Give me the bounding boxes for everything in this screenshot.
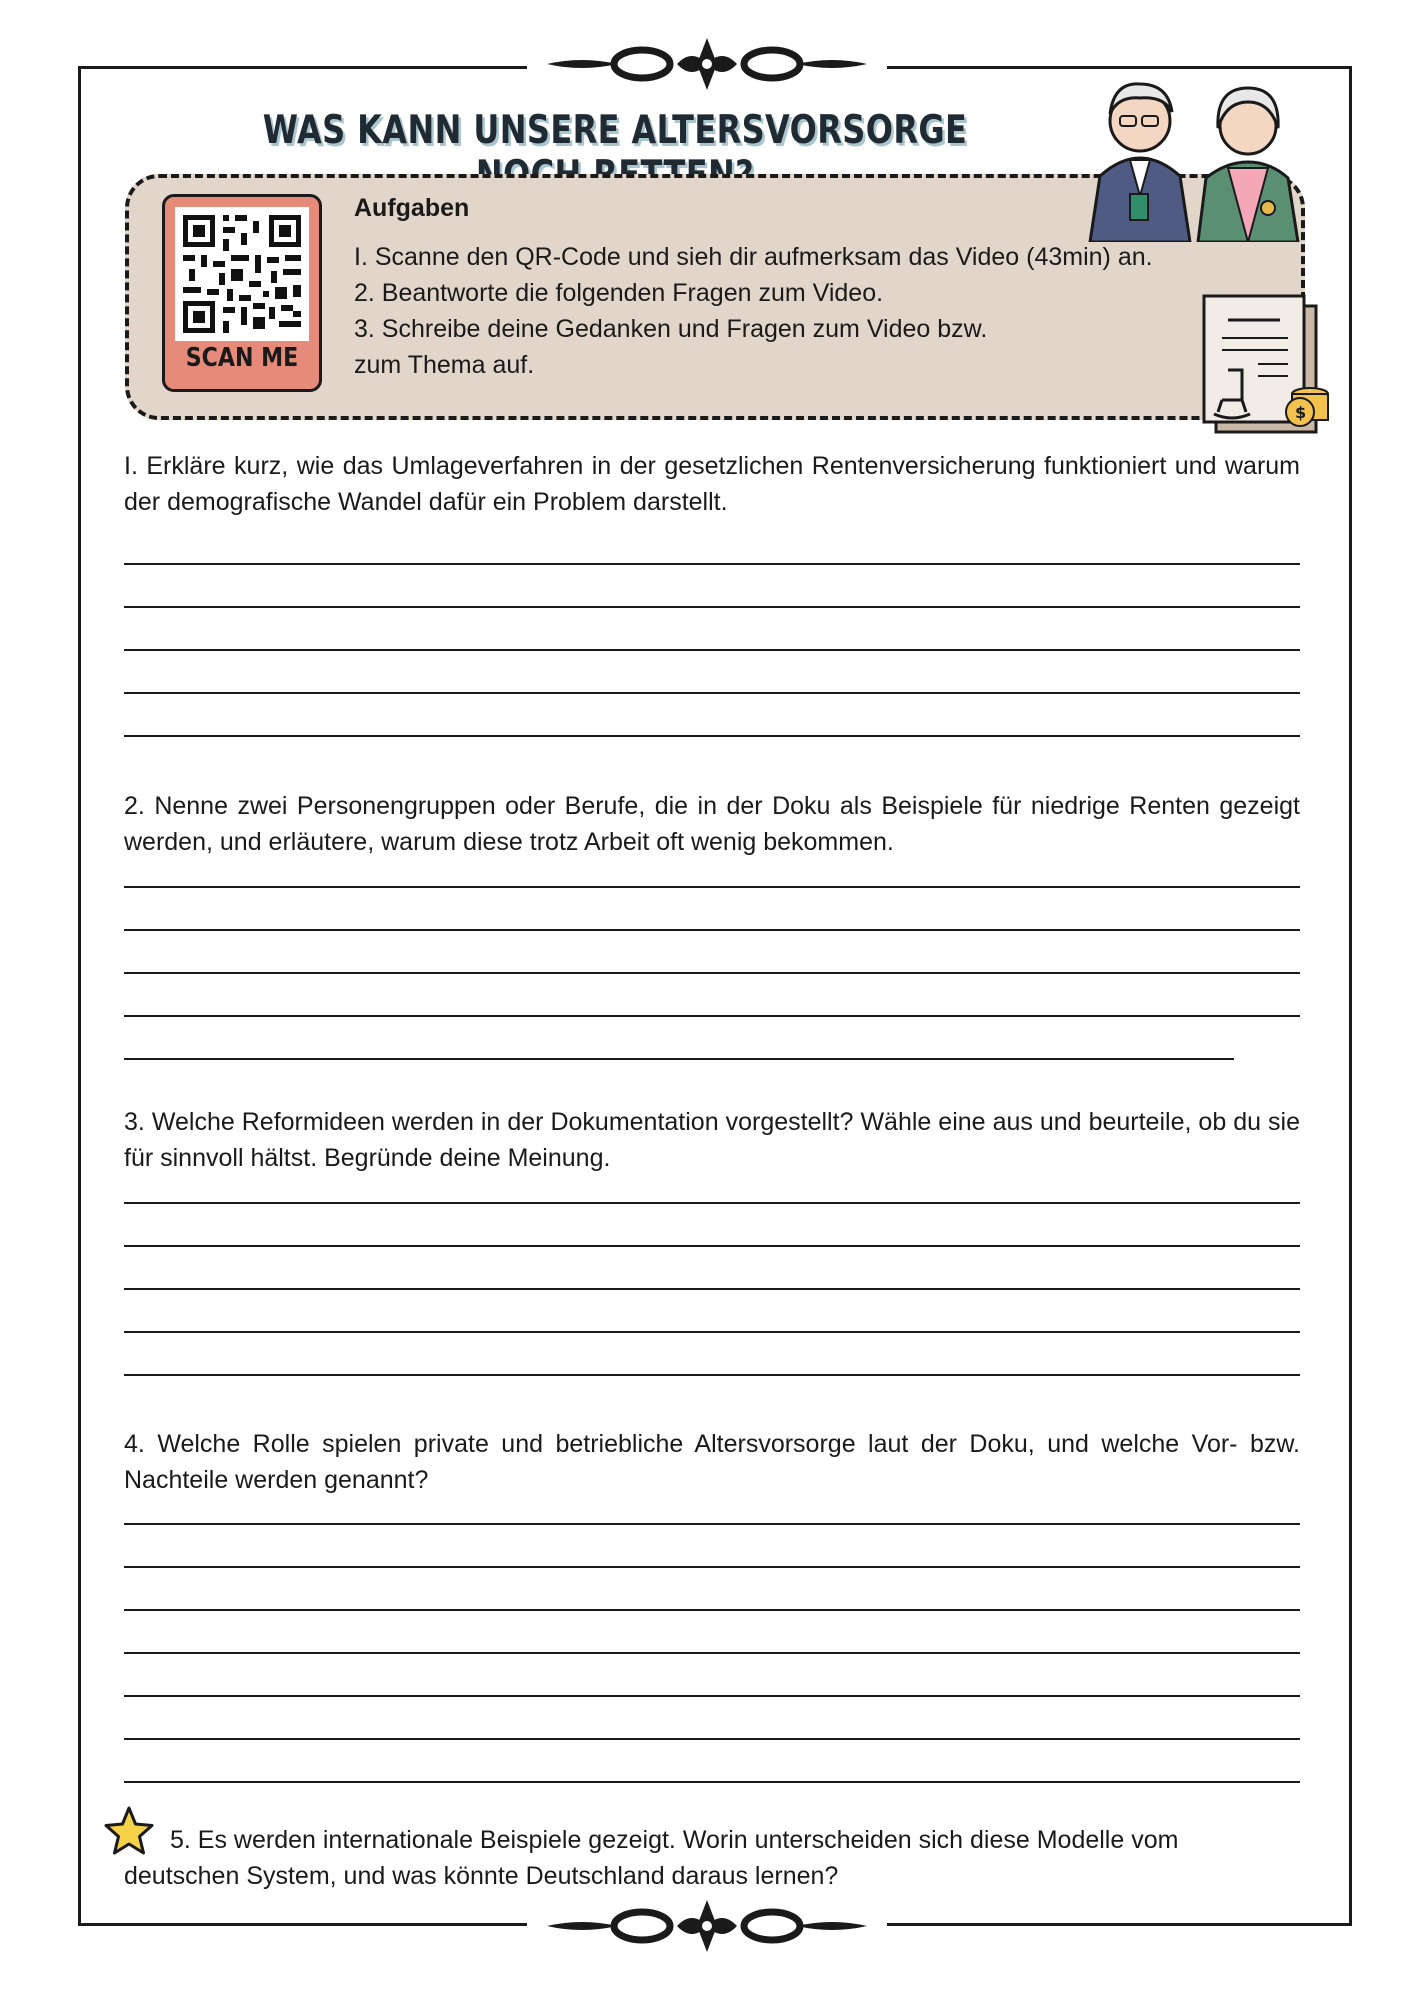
answer-line[interactable] (124, 1058, 1234, 1060)
pension-document-icon (1188, 290, 1338, 440)
answer-line[interactable] (124, 1288, 1300, 1290)
answer-line[interactable] (124, 1652, 1300, 1654)
answer-line[interactable] (124, 1015, 1300, 1017)
question-2: 2. Nenne zwei Personengruppen oder Berufe, die in der Doku als Beispiele für niedrige Renten gezeigt werden, und erläutere, warum diese trotz Arbeit oft wenig bekommen. (124, 792, 1300, 856)
ornament-top-icon (527, 34, 887, 94)
question-3: 3. Welche Reformideen werden in der Dokumentation vorgestellt? Wähle eine aus und beurteile, ob du sie für sinnvoll hältst. Begründe deine Meinung. (124, 1108, 1300, 1172)
answer-line[interactable] (124, 1738, 1300, 1740)
scan-me-label: SCAN ME (185, 343, 299, 373)
answer-line[interactable] (124, 1609, 1300, 1611)
answer-line[interactable] (124, 1374, 1300, 1376)
question-5: 5. Es werden internationale Beispiele gezeigt. Worin unterscheiden sich diese Modelle vom deutschen System, und was könnte Deutschland daraus lernen? (124, 1826, 1179, 1890)
tasks-heading: Aufgaben (354, 194, 470, 222)
elderly-couple-illustration-icon (1080, 66, 1310, 242)
answer-line[interactable] (124, 1781, 1300, 1783)
ornament-bottom-icon (527, 1896, 887, 1956)
task-line: 3. Schreibe deine Gedanken und Fragen zum Video bzw. (354, 315, 988, 343)
answer-line[interactable] (124, 649, 1300, 651)
answer-line[interactable] (124, 1245, 1300, 1247)
page-title: WAS KANN UNSERE ALTERSVORSORGE (262, 108, 968, 153)
answer-line[interactable] (124, 1523, 1300, 1525)
answer-line[interactable] (124, 929, 1300, 931)
answer-line[interactable] (124, 972, 1300, 974)
task-line: zum Thema auf. (354, 351, 535, 379)
answer-line[interactable] (124, 563, 1300, 565)
answer-line[interactable] (124, 886, 1300, 888)
answer-line[interactable] (124, 1331, 1300, 1333)
question-1: I. Erkläre kurz, wie das Umlageverfahren in der gesetzlichen Rentenversicherung funktioniert und warum der demografische Wandel dafür ein Problem darstellt. (124, 452, 1300, 516)
answer-line[interactable] (124, 1202, 1300, 1204)
answer-line[interactable] (124, 606, 1300, 608)
qr-card (162, 194, 322, 392)
qr-code-icon (175, 207, 309, 341)
answer-line[interactable] (124, 735, 1300, 737)
question-4: 4. Welche Rolle spielen private und betriebliche Altersvorsorge laut der Doku, und welche Vor- bzw. Nachteile werden genannt? (124, 1430, 1300, 1494)
task-line: 2. Beantworte die folgenden Fragen zum Video. (354, 279, 884, 307)
answer-line[interactable] (124, 1566, 1300, 1568)
task-line: I. Scanne den QR-Code und sieh dir aufmerksam das Video (43min) an. (354, 243, 1153, 271)
answer-line[interactable] (124, 1695, 1300, 1697)
svg-text:$: $ (1295, 403, 1307, 422)
answer-line[interactable] (124, 692, 1300, 694)
